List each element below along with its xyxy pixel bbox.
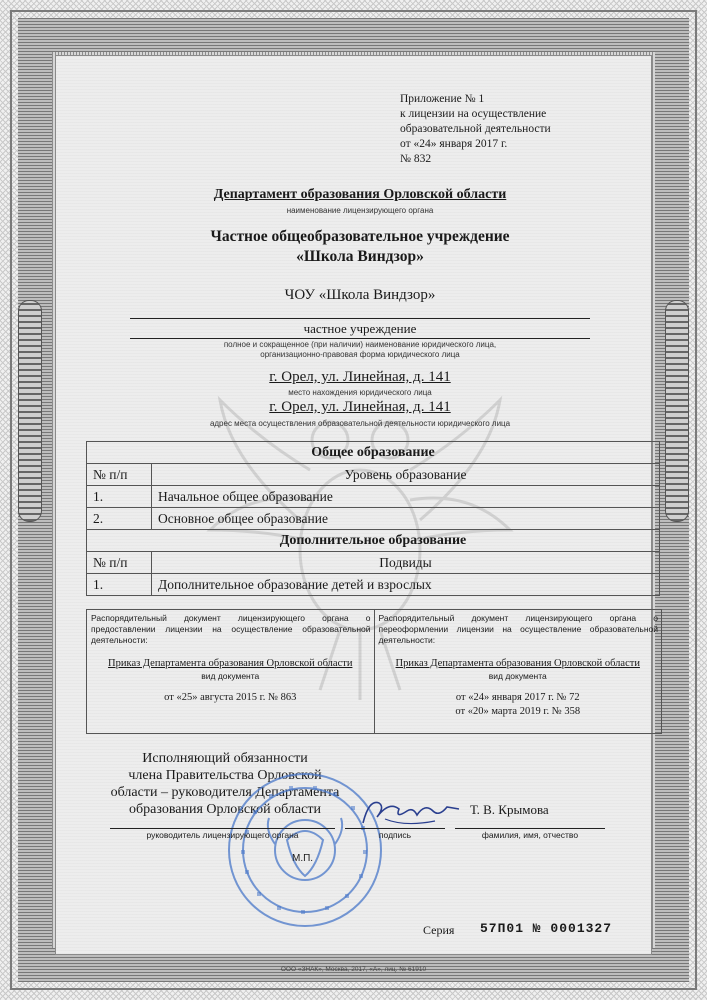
signer-title-line: образования Орловской области — [129, 802, 321, 817]
additional-education-heading: Дополнительное образование — [87, 530, 660, 552]
education-level: Основное общее образование — [152, 508, 660, 530]
column-header: № п/п — [87, 552, 152, 574]
rule — [345, 828, 445, 829]
education-subtype: Дополнительное образование детей и взрослых — [152, 574, 660, 596]
document-date: от «25» августа 2015 г. № 863 — [164, 692, 297, 703]
series-number: 57П01 № 0001327 — [480, 921, 613, 936]
document-label: Распорядительный документ лицензирующего органа о переоформлении лицензии на осуществление образовательной деятельности: — [378, 613, 658, 645]
document-date: от «20» марта 2019 г. № 358 — [455, 706, 581, 717]
signature-caption: подпись — [378, 830, 412, 840]
head-caption: руководитель лицензирующего органа — [146, 830, 299, 840]
handwritten-signature — [355, 793, 465, 833]
signer-title-line: области – руководителя Департамента — [110, 785, 340, 800]
appendix-line: к лицензии на осуществление — [400, 108, 547, 120]
document-kind-caption: вид документа — [488, 671, 547, 681]
printer-imprint: ООО «ЗНАК», Москва, 2017, «А», лиц. № 61910 — [280, 966, 427, 973]
institution-name-line: «Школа Виндзор» — [296, 248, 424, 265]
column-header: Уровень образование — [152, 464, 660, 486]
document-order: Приказ Департамента образования Орловской области — [395, 658, 640, 669]
administrative-documents — [86, 609, 662, 734]
institution-caption: организационно-правовая форма юридического лица — [260, 350, 460, 359]
row-number: 1. — [87, 486, 152, 508]
reissue-document — [374, 610, 662, 733]
right-ornament — [665, 300, 689, 522]
table-row — [87, 530, 660, 552]
appendix-line: образовательной деятельности — [400, 123, 551, 135]
column-header: Подвиды — [152, 552, 660, 574]
signer-title-line: члена Правительства Орловской — [128, 768, 322, 783]
rule — [455, 828, 605, 829]
left-ornament — [18, 300, 42, 522]
appendix-block — [400, 92, 600, 167]
document-kind-caption: вид документа — [201, 671, 260, 681]
institution-full-name — [120, 227, 600, 267]
signer-title-line: Исполняющий обязанности — [142, 751, 308, 766]
institution-caption: полное и сокращенное (при наличии) наименование юридического лица, — [223, 340, 497, 349]
table-row — [87, 574, 660, 596]
row-number: 1. — [87, 574, 152, 596]
name-caption: фамилия, имя, отчество — [481, 830, 579, 840]
table-row — [87, 552, 660, 574]
activity-address: г. Орел, ул. Линейная, д. 141 — [269, 399, 451, 415]
education-level: Начальное общее образование — [152, 486, 660, 508]
appendix-line: Приложение № 1 — [400, 93, 485, 105]
table-row — [87, 508, 660, 530]
seal-place-label: М.П. — [292, 853, 314, 864]
education-table — [86, 441, 660, 596]
series-label: Серия — [423, 923, 455, 937]
row-number: 2. — [87, 508, 152, 530]
location-caption: место нахождения юридического лица — [288, 388, 432, 397]
document-label: Распорядительный документ лицензирующего органа о предоставлении лицензии на осуществление образовательной деятельности: — [91, 613, 371, 645]
grant-document — [87, 610, 374, 733]
location-address: г. Орел, ул. Линейная, д. 141 — [269, 369, 451, 385]
table-row — [87, 486, 660, 508]
legal-form: частное учреждение — [303, 321, 417, 336]
signer-name: Т. В. Крымова — [470, 802, 549, 817]
appendix-line: от «24» января 2017 г. — [400, 138, 508, 150]
table-row — [87, 464, 660, 486]
column-header: № п/п — [87, 464, 152, 486]
authority-caption: наименование лицензирующего органа — [286, 206, 434, 215]
rule — [130, 338, 590, 339]
document-order: Приказ Департамента образования Орловской области — [108, 658, 353, 669]
activity-caption: адрес места осуществления образовательной деятельности юридического лица — [209, 419, 511, 428]
appendix-line: № 832 — [400, 153, 432, 165]
general-education-heading: Общее образование — [87, 442, 660, 464]
document-date: от «24» января 2017 г. № 72 — [455, 692, 580, 703]
rule — [110, 828, 335, 829]
institution-short-name: ЧОУ «Школа Виндзор» — [284, 287, 436, 303]
licensing-authority: Департамент образования Орловской области — [213, 187, 507, 202]
institution-name-line: Частное общеобразовательное учреждение — [210, 228, 510, 245]
table-row — [87, 442, 660, 464]
rule — [130, 318, 590, 319]
